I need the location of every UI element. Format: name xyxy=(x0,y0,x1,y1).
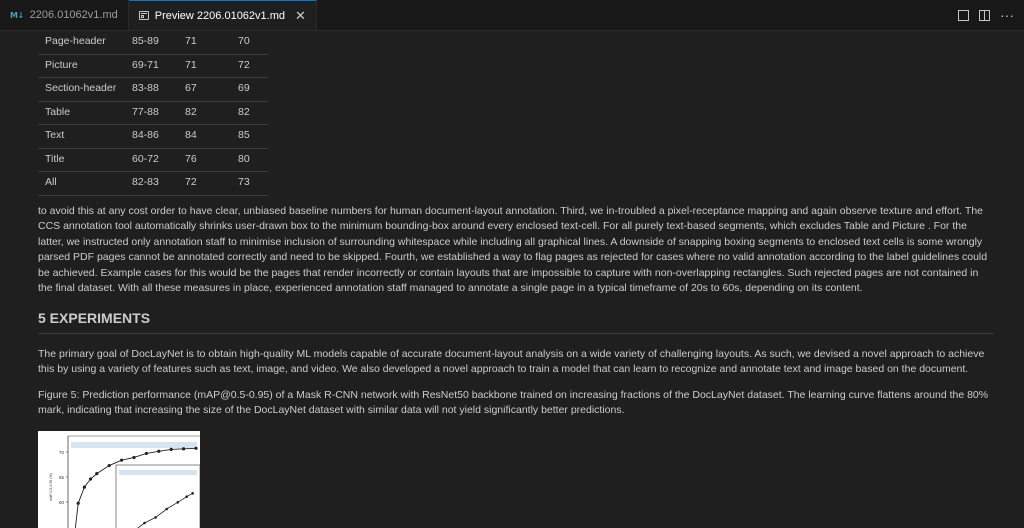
table-cell: 67 xyxy=(178,78,231,102)
main-curve-point xyxy=(77,502,80,505)
table-cell: 85-89 xyxy=(125,31,178,54)
main-curve-point xyxy=(157,450,160,453)
table-cell: 80 xyxy=(231,148,268,172)
main-curve-point xyxy=(120,459,123,462)
inset-curve-point xyxy=(154,516,157,519)
table-cell: Section-header xyxy=(38,78,125,102)
table-cell: 73 xyxy=(231,172,268,196)
inset-curve-point xyxy=(143,522,146,525)
table-cell: 71 xyxy=(178,54,231,78)
tab-preview[interactable] xyxy=(129,0,317,30)
figure-caption: Figure 5: Prediction performance (mAP@0.5-0.95) of a Mask R-CNN network with ResNet50 backbone trained on increasing fractions of the DocLayNet dataset. The learning curve flattens around the 80% mark, indicating that increasing the size of the DocLayNet dataset with similar data will not yield significantly better predictions. xyxy=(38,388,989,417)
paragraph: The primary goal of DocLayNet is to obtain high-quality ML models capable of accurate document-layout analysis on a wide variety of challenging layouts. As such, we devised a novel approach to achieve this by using a variety of features such as text, image, and video. We also developed a novel approach to train a model that can learn to recognize and annotate text and image based on the document. xyxy=(38,347,985,376)
y-axis-label: mAP 0.5-0.95 (%) xyxy=(49,473,53,502)
table-cell: 69-71 xyxy=(125,54,178,78)
table-cell: 82 xyxy=(231,101,268,125)
paragraph: to avoid this at any cost order to have clear, unbiased baseline numbers for human document-layout annotation. Third, we in-troubled a pixel-receptance mapping and again observe texture and effort. The CCS annotation tool automatically shrinks user-drawn box to the minimum bounding-box around every enclosed text-cell. For all purely text-based segments, which excludes Table and Picture . For the latter, we instructed only annotation staff to minimise inclusion of surrounding whitespace while including all graphical lines. A downside of snapping boxing segments to enclosed text cells is some wrongly parsed PDF pages cannot be annotated correctly and need to be skipped. Fourth, we established a way to flag pages as rejected for cases where no valid annotation according to the label guidelines could be achieved. Example cases for this would be the pages that render incorrectly or contain layouts that are impossible to capture with non-overlapping rectangles. Such rejected pages are not contained in the final dataset. With all these measures in place, experienced annotation staff managed to annotate a single page in a typical timeframe of 20s to 60s, depending on its content. xyxy=(38,204,988,295)
main-curve-point xyxy=(95,472,98,475)
tab-markdown-source[interactable] xyxy=(0,0,129,30)
table-row xyxy=(38,78,268,102)
table-row xyxy=(38,31,268,54)
preview-icon xyxy=(139,11,149,20)
table-cell: Title xyxy=(38,148,125,172)
close-icon[interactable]: ✕ xyxy=(295,8,306,23)
table-cell: 72 xyxy=(178,172,231,196)
tab-label: Preview 2206.01062v1.md xyxy=(154,9,285,22)
y-tick-label: 70 xyxy=(58,450,64,456)
table-cell: 84 xyxy=(178,125,231,149)
inset-curve-point xyxy=(177,501,180,504)
highlight-band xyxy=(71,442,197,448)
table-cell: Table xyxy=(38,101,125,125)
main-curve-point xyxy=(108,464,111,467)
split-editor-icon[interactable] xyxy=(979,10,990,21)
table-cell: 69 xyxy=(231,78,268,102)
table-cell: Page-header xyxy=(38,31,125,54)
table-cell: 77-88 xyxy=(125,101,178,125)
table-cell: 72 xyxy=(231,54,268,78)
inset-highlight-band xyxy=(119,470,197,475)
markdown-preview[interactable] xyxy=(38,31,994,528)
inset-curve-point xyxy=(185,495,188,498)
markdown-icon: M↓ xyxy=(10,10,24,20)
main-curve-point xyxy=(83,486,86,489)
y-tick-label: 60 xyxy=(58,500,64,506)
main-curve-point xyxy=(182,447,185,450)
main-curve-point xyxy=(145,452,148,455)
main-curve-point xyxy=(194,447,197,450)
table-cell: 82-83 xyxy=(125,172,178,196)
results-table xyxy=(38,31,268,196)
section-heading: 5 EXPERIMENTS xyxy=(38,311,994,334)
table-row xyxy=(38,172,268,196)
table-row xyxy=(38,125,268,149)
table-row xyxy=(38,54,268,78)
table-cell: All xyxy=(38,172,125,196)
table-cell: 60-72 xyxy=(125,148,178,172)
table-cell: 82 xyxy=(178,101,231,125)
inset-curve-point xyxy=(191,492,194,495)
editor-tab-bar xyxy=(0,0,1024,31)
table-cell: Text xyxy=(38,125,125,149)
table-cell: 76 xyxy=(178,148,231,172)
table-cell: 71 xyxy=(178,31,231,54)
figure-image xyxy=(38,431,200,528)
learning-curve-plot xyxy=(38,431,200,528)
table-cell: Picture xyxy=(38,54,125,78)
table-row xyxy=(38,148,268,172)
table-row xyxy=(38,101,268,125)
main-curve-point xyxy=(89,477,92,480)
more-actions-icon[interactable]: ··· xyxy=(1000,7,1014,23)
editor-actions xyxy=(958,0,1024,30)
table-cell: 85 xyxy=(231,125,268,149)
tab-label: 2206.01062v1.md xyxy=(29,9,118,21)
table-cell: 70 xyxy=(231,31,268,54)
open-source-icon[interactable] xyxy=(958,10,969,21)
table-cell: 83-88 xyxy=(125,78,178,102)
y-tick-label: 65 xyxy=(58,475,64,481)
main-curve-point xyxy=(132,456,135,459)
main-curve-point xyxy=(170,448,173,451)
table-cell: 84-86 xyxy=(125,125,178,149)
inset-curve-point xyxy=(165,508,168,511)
